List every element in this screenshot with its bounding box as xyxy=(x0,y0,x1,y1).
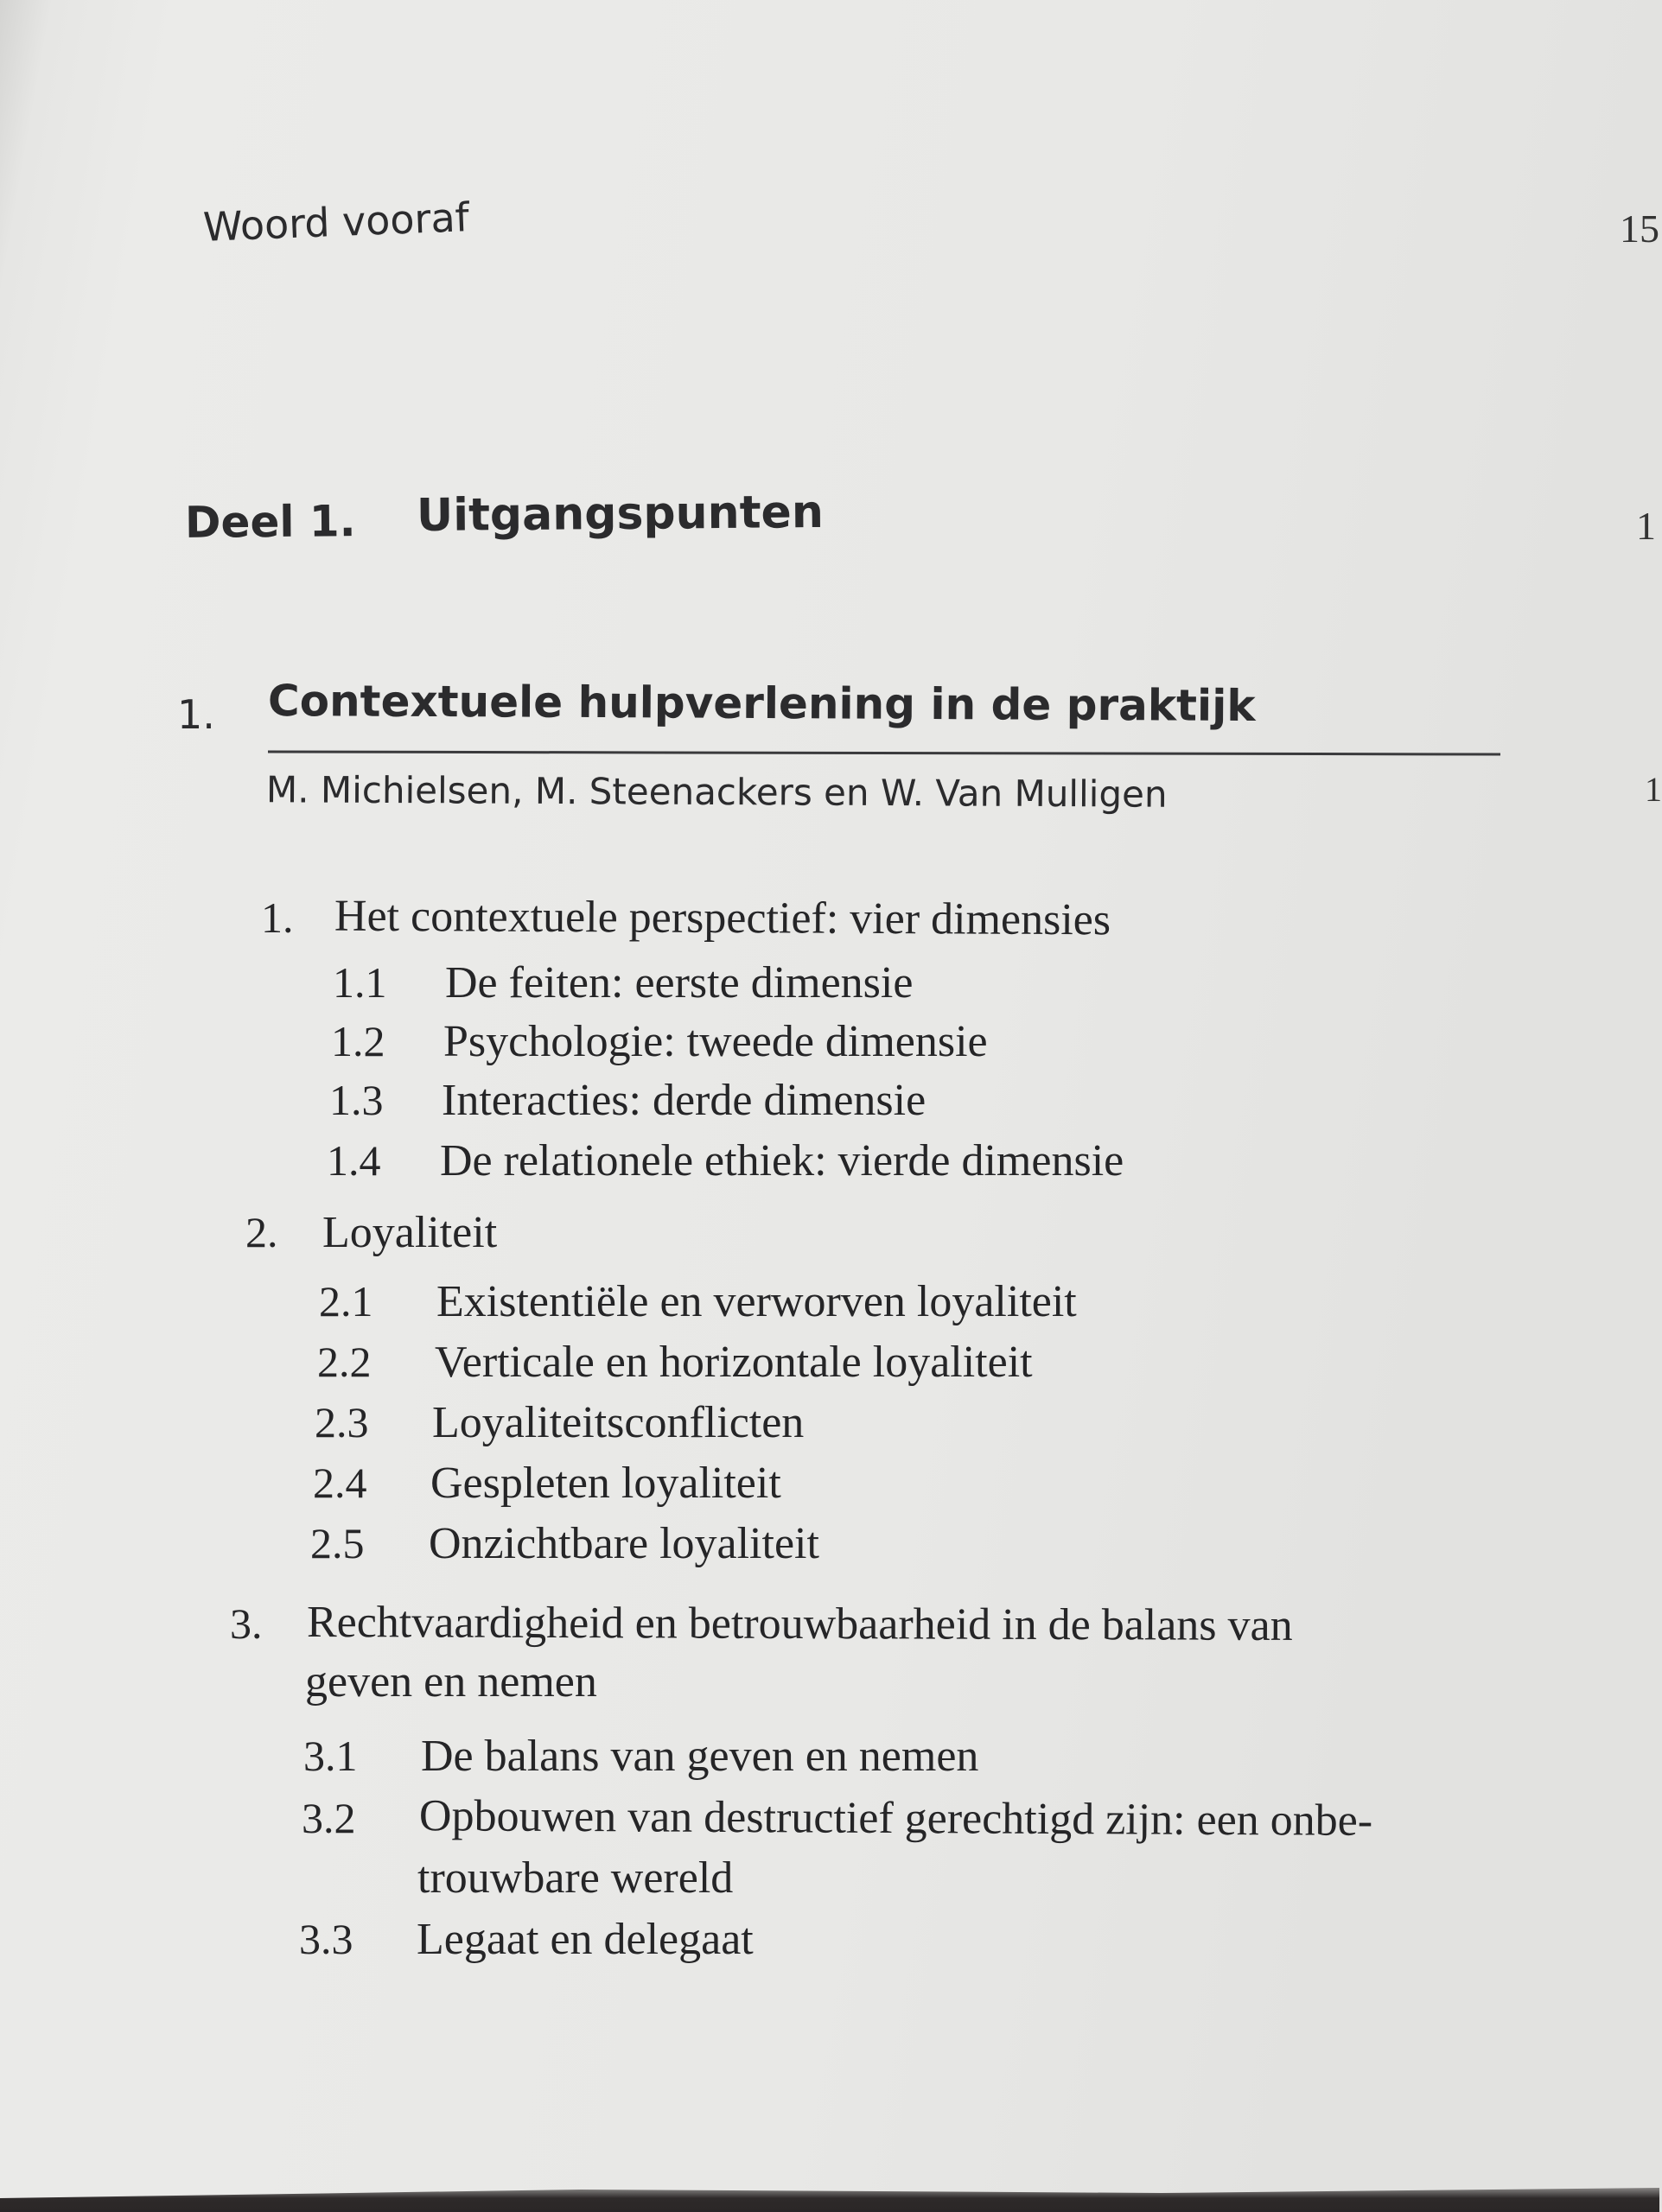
part-page-number: 1 xyxy=(1636,504,1656,548)
subsection-title: Verticale en horizontale loyaliteit xyxy=(435,1338,1033,1387)
chapter-authors: M. Michielsen, M. Steenackers en W. Van Mulligen xyxy=(265,768,1168,816)
chapter-number: 1. xyxy=(177,691,215,738)
subsection-number: 3.1 xyxy=(303,1732,358,1780)
section-title: Rechtvaardigheid en betrouwbaarheid in de balans van xyxy=(306,1598,1293,1650)
subsection-number: 1.3 xyxy=(329,1076,384,1124)
subsection-title: Gespleten loyaliteit xyxy=(430,1459,781,1508)
subsection-title-continued: trouwbare wereld xyxy=(417,1853,734,1903)
subsection-title: Loyaliteitsconflicten xyxy=(432,1398,805,1447)
subsection-number: 3.2 xyxy=(302,1794,356,1842)
subsection-number: 2.2 xyxy=(317,1338,372,1386)
part-label: Deel 1. xyxy=(184,496,356,548)
subsection-title: De balans van geven en nemen xyxy=(421,1732,979,1781)
subsection-title: Opbouwen van destructief gerechtigd zijn: een onbe- xyxy=(418,1791,1373,1846)
subsection-number: 1.1 xyxy=(333,958,387,1007)
section-number: 2. xyxy=(245,1208,278,1256)
subsection-title: Interacties: derde dimensie xyxy=(442,1076,927,1125)
subsection-number: 1.2 xyxy=(331,1017,385,1065)
subsection-title: Existentiële en verworven loyaliteit xyxy=(436,1277,1077,1326)
foreword-page-number: 15 xyxy=(1620,207,1659,251)
subsection-title: Psychologie: tweede dimensie xyxy=(443,1017,988,1066)
chapter-title: Contextuele hulpverlening in de praktijk xyxy=(267,676,1256,731)
subsection-number: 2.3 xyxy=(315,1398,369,1446)
subsection-title: De feiten: eerste dimensie xyxy=(445,958,914,1007)
subsection-number: 1.4 xyxy=(327,1136,381,1185)
section-number: 1. xyxy=(261,893,294,942)
chapter-page-number: 1 xyxy=(1645,770,1662,809)
section-title: Loyaliteit xyxy=(322,1208,498,1257)
section-title-continued: geven en nemen xyxy=(305,1657,597,1707)
subsection-title: De relationele ethiek: vierde dimensie xyxy=(440,1136,1124,1185)
subsection-number: 2.4 xyxy=(313,1459,367,1507)
subsection-number: 2.5 xyxy=(310,1519,365,1567)
subsection-number: 2.1 xyxy=(319,1277,373,1325)
section-number: 3. xyxy=(230,1599,263,1648)
foreword-title: Woord vooraf xyxy=(202,194,470,251)
section-title: Het contextuele perspectief: vier dimensies xyxy=(334,891,1111,945)
part-title: Uitgangspunten xyxy=(416,486,825,543)
subsection-title: Onzichtbare loyaliteit xyxy=(429,1519,819,1568)
subsection-number: 3.3 xyxy=(299,1915,353,1963)
chapter-divider xyxy=(268,751,1500,756)
table-surface-edge xyxy=(0,2177,1659,2212)
subsection-title: Legaat en delegaat xyxy=(417,1915,754,1964)
